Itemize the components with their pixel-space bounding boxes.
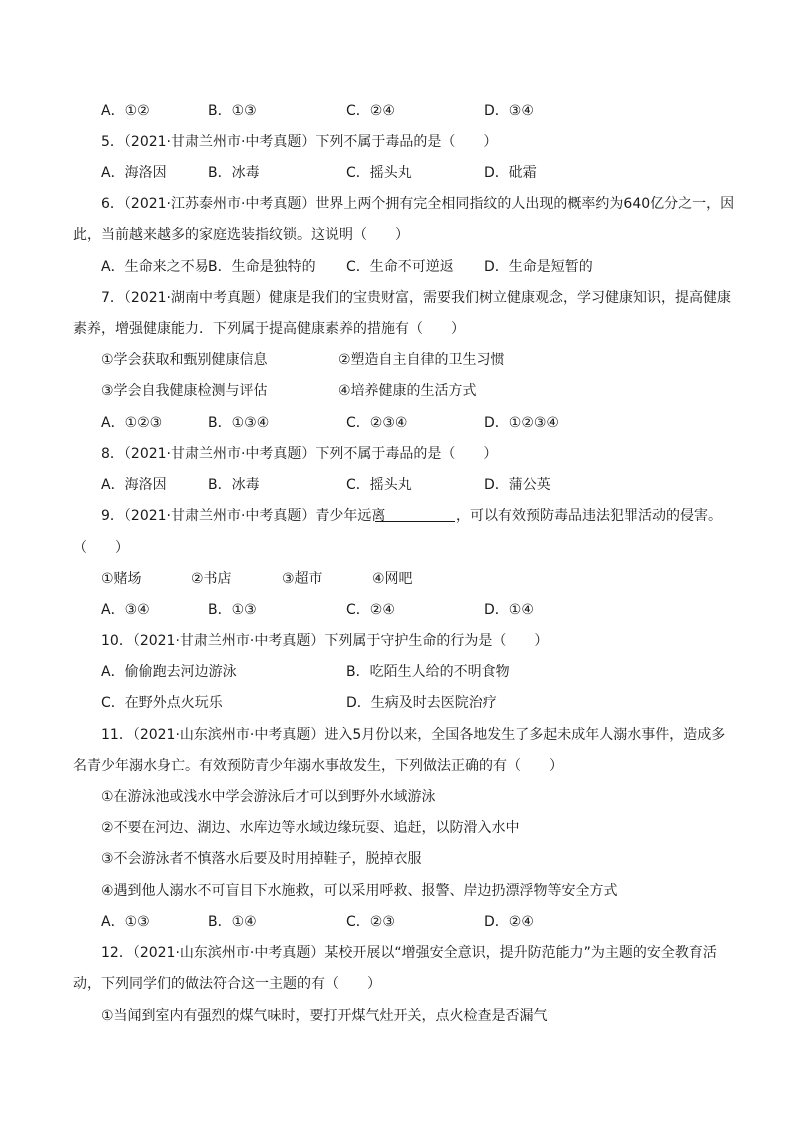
text-segment: A．③④ [101, 602, 150, 618]
text-line [0, 443, 794, 465]
text-segment: D．①④ [484, 602, 534, 618]
text-line [0, 474, 794, 496]
text-segment: A．生命来之不易 [101, 259, 209, 275]
text-line [0, 942, 794, 964]
text-segment: 12．（2021·山东滨州市·中考真题）某校开展以“增强安全意识，提升防范能力”为主题的安全教育活 [101, 945, 717, 961]
text-line [0, 131, 794, 153]
text-segment: ②塑造自主自律的卫生习惯 [338, 352, 505, 368]
text-line [0, 724, 794, 746]
text-line [0, 287, 794, 309]
text-line [0, 1005, 794, 1027]
text-line [0, 100, 794, 122]
text-segment: C．生命不可逆返 [346, 259, 454, 275]
text-line [0, 911, 794, 933]
text-segment: C．②④ [346, 103, 395, 119]
text-segment: A．①② [101, 103, 150, 119]
text-segment: ④遇到他人溺水不可盲目下水施救，可以采用呼救、报警、岸边扔漂浮物等安全方式 [101, 883, 618, 899]
text-line [0, 380, 794, 402]
text-line [0, 193, 794, 215]
text-segment: ①在游泳池或浅水中学会游泳后才可以到野外水域游泳 [101, 789, 436, 805]
text-segment: ②不要在河边、湖边、水库边等水域边缘玩耍、追赶，以防滑入水中 [101, 820, 520, 836]
text-line [0, 256, 794, 278]
text-segment: 8．（2021·甘肃兰州市·中考真题）下列不属于毒品的是（ ） [101, 446, 498, 462]
text-segment: ，可以有效预防毒品违法犯罪活动的侵害。 [456, 508, 722, 524]
text-segment: B．①③ [208, 103, 257, 119]
text-segment: D．砒霜 [484, 165, 537, 181]
text-line [0, 349, 794, 371]
text-segment: 动，下列同学们的做法符合这一主题的有（ ） [73, 976, 381, 992]
text-line [0, 817, 794, 839]
text-line [0, 692, 794, 714]
text-line [0, 224, 794, 246]
text-segment: B．冰毒 [208, 477, 260, 493]
text-segment: D．生病及时去医院治疗 [346, 695, 497, 711]
text-segment: 10．（2021·甘肃兰州市·中考真题）下列属于守护生命的行为是（ ） [101, 633, 549, 649]
text-line [0, 630, 794, 652]
text-segment: B．冰毒 [208, 165, 260, 181]
text-segment: A．①②③ [101, 415, 163, 431]
text-segment: ②书店 [191, 571, 232, 587]
text-segment: C．摇头丸 [346, 165, 412, 181]
text-segment: ③超市 [282, 571, 323, 587]
text-line [0, 786, 794, 808]
text-segment: C．②③ [346, 914, 395, 930]
text-line [0, 755, 794, 777]
text-segment: （ ） [73, 540, 129, 556]
text-segment: C．在野外点火玩乐 [101, 695, 223, 711]
text-line [0, 973, 794, 995]
text-segment: B．吃陌生人给的不明食物 [346, 664, 510, 680]
text-segment: D．②④ [484, 914, 534, 930]
text-line [0, 661, 794, 683]
text-segment: A．海洛因 [101, 165, 167, 181]
text-segment: B．①③④ [208, 415, 270, 431]
text-segment: ①当闻到室内有强烈的煤气味时，要打开煤气灶开关，点火检查是否漏气 [101, 1008, 548, 1024]
text-segment: 7．（2021·湖南中考真题）健康是我们的宝贵财富，需要我们树立健康观念，学习健康知识，提高健康 [101, 290, 731, 306]
text-segment: A．海洛因 [101, 477, 167, 493]
text-line [0, 599, 794, 621]
text-line [0, 848, 794, 870]
text-segment: A．①③ [101, 914, 150, 930]
text-segment: ④培养健康的生活方式 [338, 383, 477, 399]
text-line [0, 505, 794, 527]
text-segment: ③学会自我健康检测与评估 [101, 383, 268, 399]
fill-in-blank [375, 505, 455, 522]
text-segment: 素养，增强健康能力．下列属于提高健康素养的措施有（ ） [73, 321, 465, 337]
text-segment: C．②③④ [346, 415, 408, 431]
text-segment: D．生命是短暂的 [484, 259, 593, 275]
text-segment: 5．（2021·甘肃兰州市·中考真题）下列不属于毒品的是（ ） [101, 134, 498, 150]
text-segment: 11．（2021·山东滨州市·中考真题）进入5月份以来，全国各地发生了多起未成年人溺水事件，造成多 [101, 727, 726, 743]
text-segment: D．蒲公英 [484, 477, 551, 493]
text-segment: 6．（2021·江苏泰州市·中考真题）世界上两个拥有完全相同指纹的人出现的概率约为640亿分之一，因 [101, 196, 735, 212]
text-segment: 9．（2021·甘肃兰州市·中考真题）青少年远离 [101, 508, 386, 524]
text-segment: A．偷偷跑去河边游泳 [101, 664, 237, 680]
text-line [0, 880, 794, 902]
text-segment: ①学会获取和甄别健康信息 [101, 352, 268, 368]
text-segment: B．生命是独特的 [208, 259, 316, 275]
text-segment: ③不会游泳者不慎落水后要及时用掉鞋子，脱掉衣服 [101, 851, 422, 867]
text-line [0, 568, 794, 590]
text-segment: C．摇头丸 [346, 477, 412, 493]
text-segment: 名青少年溺水身亡。有效预防青少年溺水事故发生，下列做法正确的有（ ） [73, 758, 563, 774]
text-segment: D．③④ [484, 103, 534, 119]
text-line [0, 537, 794, 559]
text-segment: C．②④ [346, 602, 395, 618]
text-segment: ①赌场 [101, 571, 142, 587]
text-segment: B．①④ [208, 914, 257, 930]
text-line [0, 318, 794, 340]
text-segment: 此，当前越来越多的家庭选装指纹锁。这说明（ ） [73, 227, 409, 243]
text-segment: D．①②③④ [484, 415, 559, 431]
text-line [0, 162, 794, 184]
text-segment: B．①③ [208, 602, 257, 618]
text-segment: ④网吧 [372, 571, 413, 587]
text-line [0, 412, 794, 434]
